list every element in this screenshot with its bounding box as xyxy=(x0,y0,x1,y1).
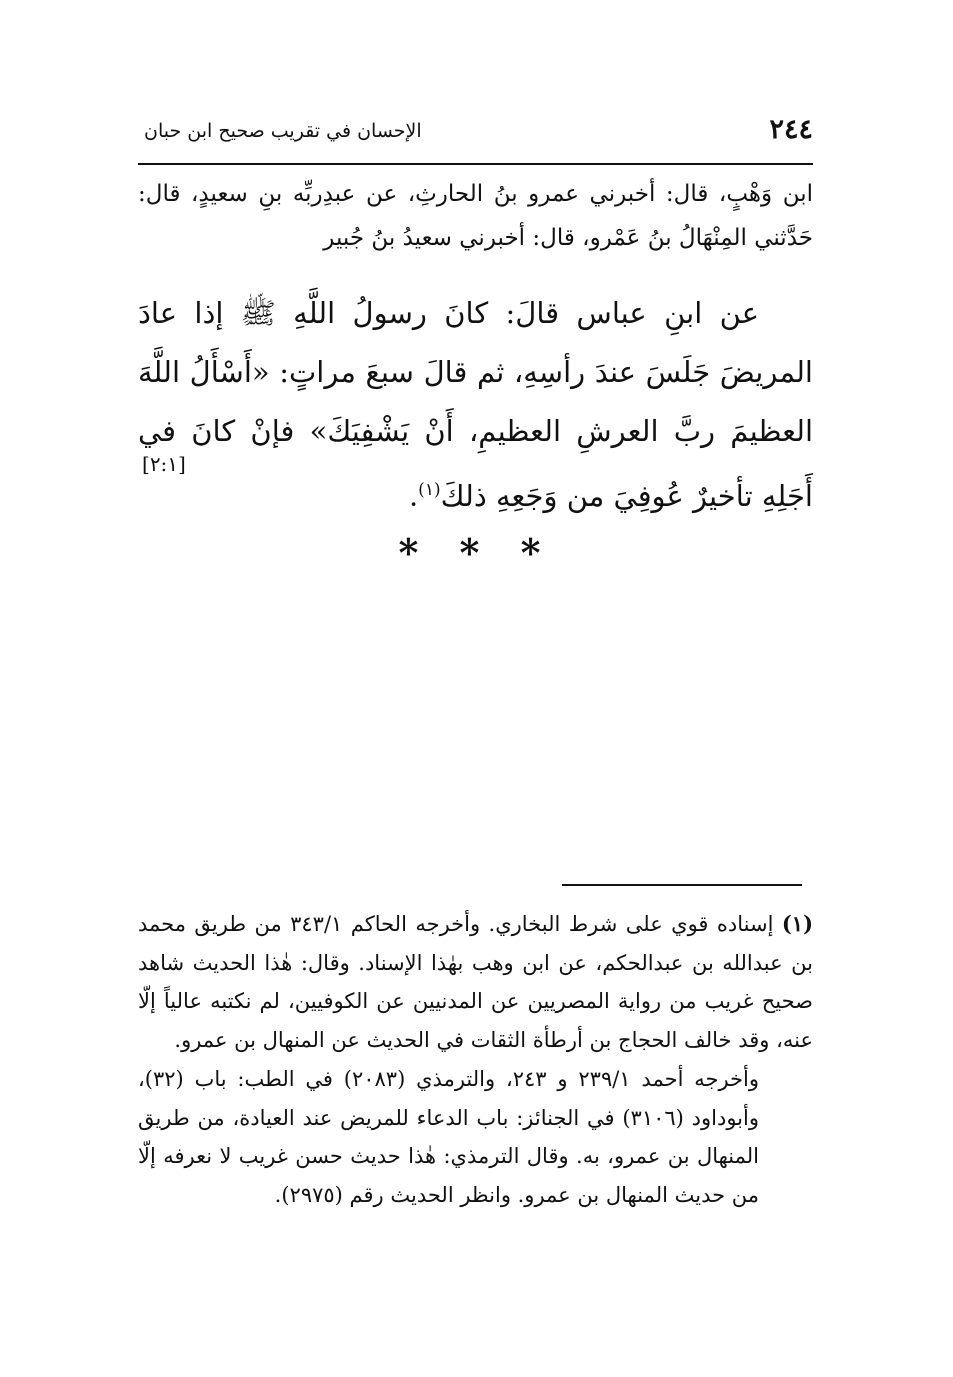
page-header xyxy=(138,112,813,156)
footnotes xyxy=(138,905,813,1215)
footnote-1-continuation: وأخرجه أحمد ٢٣٩/١ و ٢٤٣، والترمذي (٢٠٨٣) في الطب: باب (٣٢)، وأبوداود (٣١٠٦) في الجنائز: باب الدعاء للمريض عند العيادة، من طريق المنهال بن عمرو، به. وقال الترمذي: هٰذا حديث حسن غريب لا نعرفه إلّا من حديث المنهال بن عمرو. وانظر الحديث رقم (٢٩٧٥). xyxy=(138,1066,760,1207)
hadith-text xyxy=(138,284,813,526)
running-title: الإحسان في تقريب صحيح ابن حبان xyxy=(144,120,422,142)
footnote-rule xyxy=(562,884,802,886)
header-rule xyxy=(138,163,813,165)
hadith-end: . xyxy=(408,478,419,513)
isnad-chain: ابن وَهْبٍ، قال: أخبرني عمرو بنُ الحارثِ، عن عبدِربِّه بنِ سعيدٍ، قال: حَدَّثني المِنْهَالُ بنُ عَمْرو، قال: أخبرني سعيدُ بنُ جُبير xyxy=(138,181,813,251)
footnote-reference[interactable]: (١) xyxy=(418,480,441,500)
hadith-grading: [٢:١] xyxy=(142,452,186,476)
footnote-mark: (١) xyxy=(781,911,813,936)
page-number: ٢٤٤ xyxy=(769,114,813,145)
footnote-1-text: إسناده قوي على شرط البخاري. وأخرجه الحاكم ٣٤٣/١ من طريق محمد بن عبدالله بن عبدالحكم، عن ابن وهب بهٰذا الإسناد. وقال: هٰذا الحديث شاهد صحيح غريب من رواية المصريين عن المدنيين عن الكوفيين، لم نكتبه عالياً إلّا عنه، وقد خالف الحجاج بن أرطأة الثقات في الحديث عن المنهال بن عمرو. xyxy=(138,912,813,1053)
footnote-1 xyxy=(138,905,813,1060)
hadith-matn: عن ابنِ عباس قالَ: كانَ رسولُ اللَّهِ ﷺ إذا عادَ المريضَ جَلَسَ عندَ رأسِهِ، ثم قالَ سبعَ مراتٍ: «أَسْأَلُ اللَّهَ العظيمَ ربَّ العرشِ العظيمِ، أَنْ يَشْفِيَكَ» فإنْ كانَ في أَجَلِهِ تأخيرٌ عُوفِيَ من وَجَعِهِ ذلكَ xyxy=(138,296,813,513)
section-separator: * * * xyxy=(398,530,555,575)
